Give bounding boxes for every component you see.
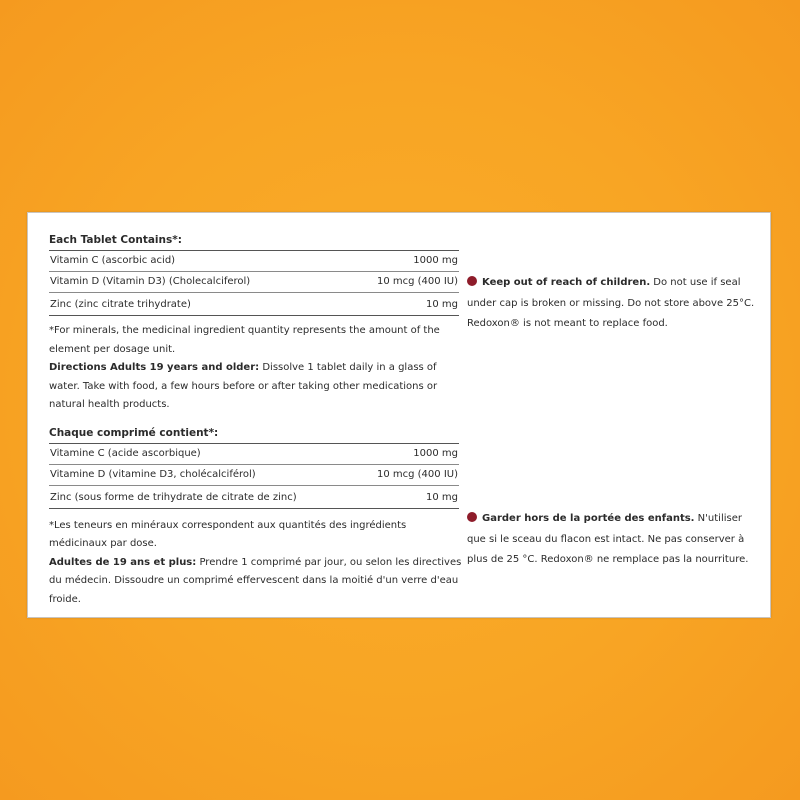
french-directions-text: Prendre 1 comprimé par jour, ou selon les directives du médecin. Dissoudre un comprimé effervescent dans la moitié d'un verre d'eau froide. — [49, 556, 462, 605]
ingredient-amount: 10 mcg (400 IU) — [356, 464, 459, 485]
french-directions — [49, 554, 463, 610]
ingredient-amount: 10 mcg (400 IU) — [340, 272, 459, 293]
english-directions-label: Directions Adults 19 years and older: — [49, 362, 260, 373]
table-row — [49, 251, 459, 272]
english-warning — [467, 273, 757, 335]
table-row — [49, 272, 459, 293]
ingredient-name: Vitamine D (vitamine D3, cholécalciférol) — [49, 464, 356, 485]
ingredient-amount: 1000 mg — [340, 251, 459, 272]
label-panel — [27, 212, 771, 618]
english-warning-text: Do not use if seal under cap is broken or missing. Do not store above 25°C. Redoxon® is not meant to replace food. — [467, 277, 755, 329]
ingredient-amount: 1000 mg — [356, 443, 459, 464]
table-row — [49, 443, 459, 464]
english-footnote: *For minerals, the medicinal ingredient quantity represents the amount of the element per dosage unit. — [49, 325, 440, 355]
table-row — [49, 464, 459, 485]
left-column — [49, 233, 463, 609]
french-header: Chaque comprimé contient*: — [49, 426, 219, 439]
english-directions-text: Dissolve 1 tablet daily in a glass of water. Take with food, a few hours before or after taking other medications or natural health products. — [49, 362, 438, 410]
table-row — [49, 293, 459, 316]
table-row — [49, 485, 459, 508]
ingredient-amount: 10 mg — [356, 485, 459, 508]
french-warning — [467, 509, 757, 571]
bullet-dot-icon — [467, 276, 477, 286]
ingredient-name: Zinc (sous forme de trihydrate de citrate de zinc) — [49, 485, 356, 508]
ingredient-amount: 10 mg — [340, 293, 459, 316]
ingredient-name: Zinc (zinc citrate trihydrate) — [49, 293, 340, 316]
english-warning-label: Keep out of reach of children. — [482, 277, 651, 288]
french-footnote: *Les teneurs en minéraux correspondent aux quantités des ingrédients médicinaux par dose. — [49, 519, 407, 549]
french-ingredient-table — [49, 443, 459, 509]
english-header: Each Tablet Contains*: — [49, 234, 182, 246]
bullet-dot-icon — [467, 512, 477, 522]
ingredient-name: Vitamin D (Vitamin D3) (Cholecalciferol) — [49, 272, 340, 293]
french-warning-text: N'utiliser que si le sceau du flacon est intact. Ne pas conserver à plus de 25 °C. Redoxon® ne remplace pas la nourriture. — [467, 513, 749, 565]
french-warning-label: Garder hors de la portée des enfants. — [482, 513, 695, 524]
ingredient-name: Vitamine C (acide ascorbique) — [49, 443, 356, 464]
english-directions — [49, 359, 463, 415]
french-directions-label: Adultes de 19 ans et plus: — [49, 556, 197, 568]
english-ingredient-table — [49, 250, 459, 316]
ingredient-name: Vitamin C (ascorbic acid) — [49, 251, 340, 272]
